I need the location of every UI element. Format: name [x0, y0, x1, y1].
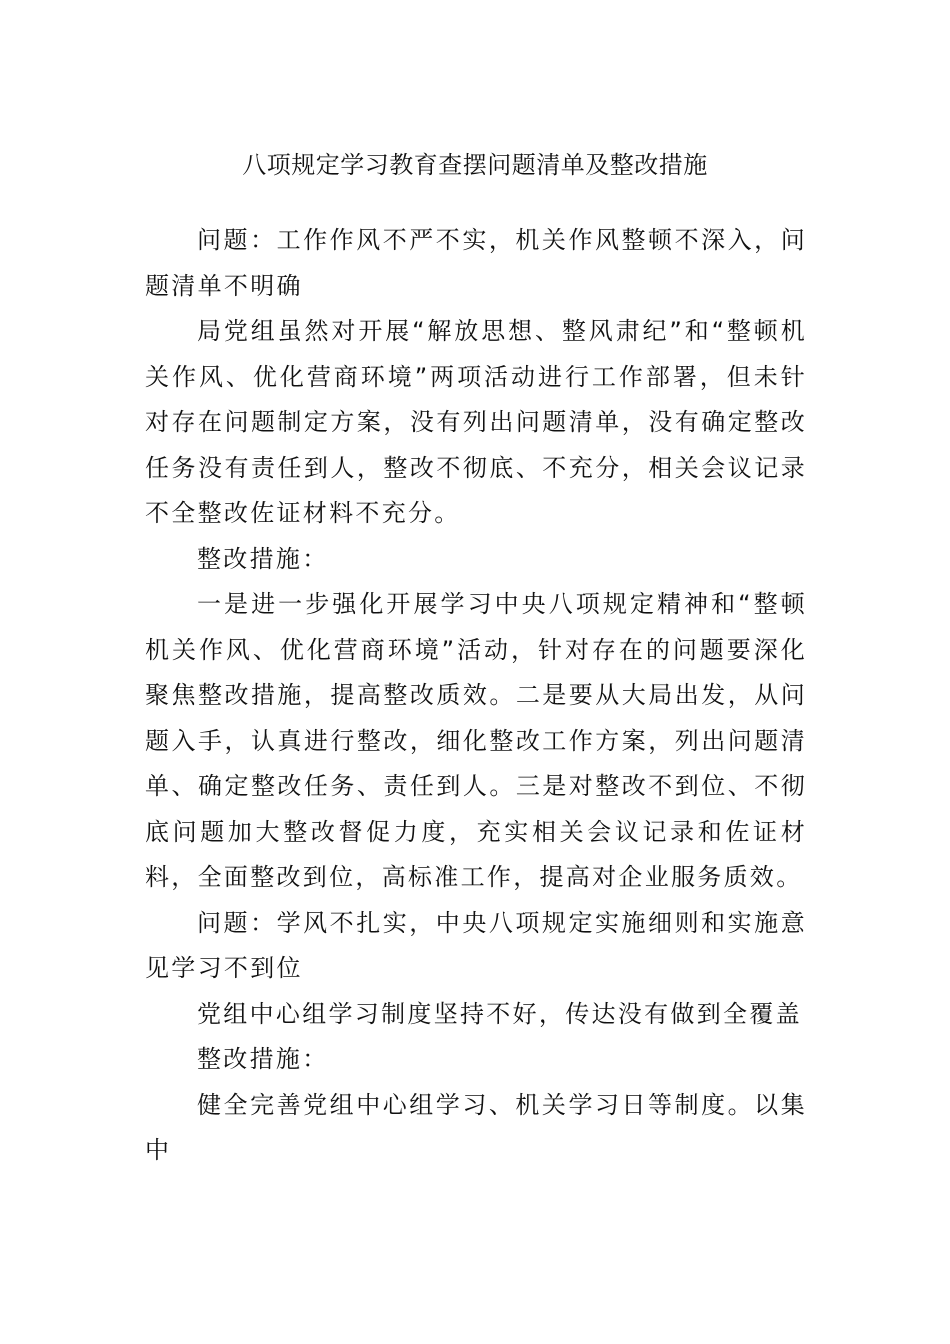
document-title: 八项规定学习教育查摆问题清单及整改措施 — [242, 151, 708, 179]
measures-heading-2: 整改措施： — [197, 1045, 329, 1073]
problem-description-2: 党组中心组学习制度坚持不好，传达没有做到全覆盖 — [197, 999, 802, 1028]
problem-description-1: 局党组虽然对开展“解放思想、整风肃纪”和“整顿机关作风、优化营商环境”两项活动进行工作部署，但未针对存在问题制定方案，没有列出问题清单，没有确定整改任务没有责任到人，整改不彻底、不充分，相关会议记录不全整改佐证材料不充分。 — [145, 317, 807, 527]
problem-heading-2: 问题：学风不扎实，中央八项规定实施细则和实施意见学习不到位 — [145, 908, 807, 982]
document-body — [145, 218, 807, 1174]
problem-heading-1: 问题：工作作风不严不实，机关作风整顿不深入，问题清单不明确 — [145, 226, 807, 300]
measures-description-1: 一是进一步强化开展学习中央八项规定精神和“整顿机关作风、优化营商环境”活动，针对存在的问题要深化聚焦整改措施，提高整改质效。二是要从大局出发，从问题入手，认真进行整改，细化整改工作方案，列出问题清单、确定整改任务、责任到人。三是对整改不到位、不彻底问题加大整改督促力度，充实相关会议记录和佐证材料，全面整改到位，高标准工作，提高对企业服务质效。 — [145, 590, 807, 891]
measures-heading-1: 整改措施： — [197, 544, 329, 573]
measures-description-2: 健全完善党组中心组学习、机关学习日等制度。以集中 — [145, 1090, 807, 1164]
